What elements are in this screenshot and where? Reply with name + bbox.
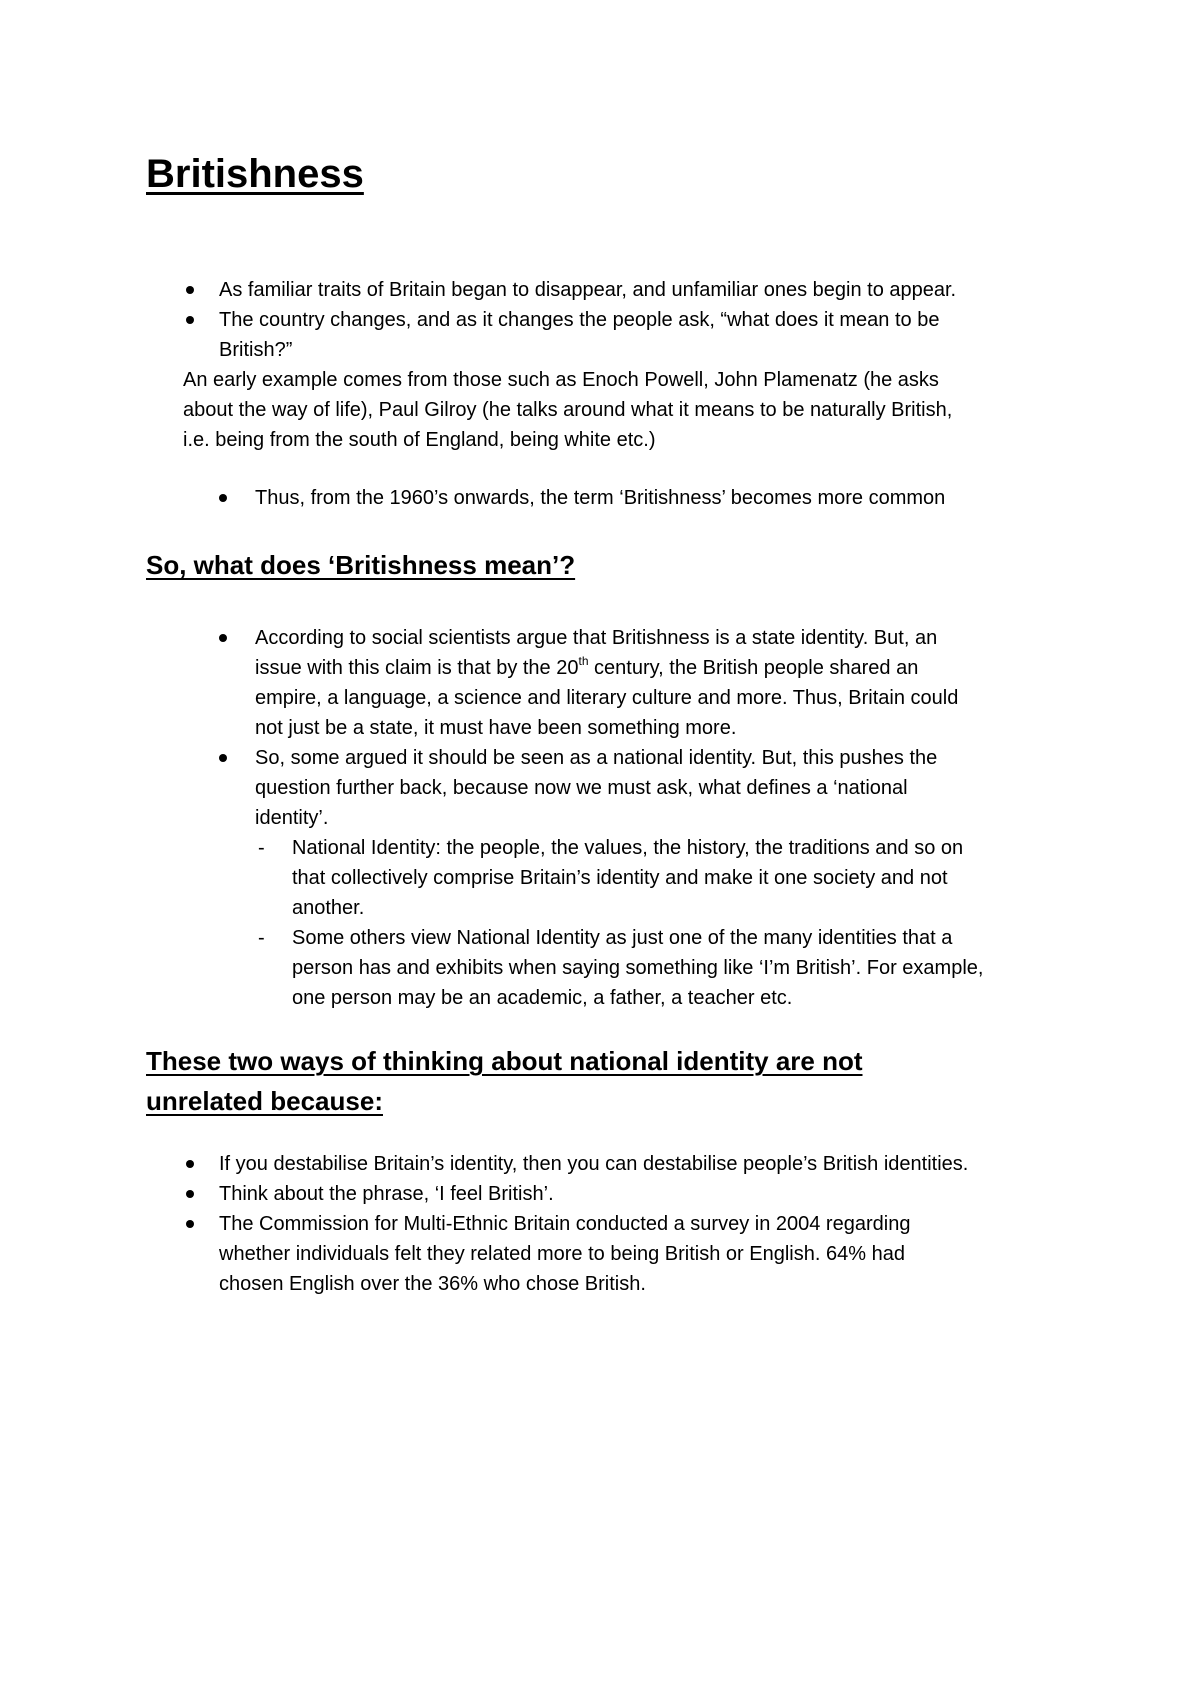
s2-dash-2-line-1: Some others view National Identity as just one of the many identities that a [292, 927, 953, 949]
dash-marker: - [258, 927, 265, 949]
s2-bullet-1-line-4: not just be a state, it must have been something more. [255, 717, 737, 739]
s2-bullet-1-line-2: issue with this claim is that by the 20th century, the British people shared an [255, 654, 919, 679]
s2-bullet-2-line-1: So, some argued it should be seen as a national identity. But, this pushes the [255, 747, 938, 769]
s3-bullet-3-line-3: chosen English over the 36% who chose British. [219, 1273, 646, 1295]
intro-bullet-1-line-1: As familiar traits of Britain began to disappear, and unfamiliar ones begin to appear. [219, 279, 957, 301]
s2-bullet-1-line-1: According to social scientists argue that Britishness is a state identity. But, an [255, 627, 938, 649]
bullet-dot [186, 1220, 194, 1228]
section-heading-ways-of-thinking-line-1: These two ways of thinking about national identity are not [146, 1046, 863, 1076]
intro-bullet-after: Thus, from the 1960’s onwards, the term ‘Britishness’ becomes more common [255, 487, 946, 509]
intro-bullet-2-line-2: British?” [219, 339, 293, 361]
s3-bullet-3-line-1: The Commission for Multi-Ethnic Britain conducted a survey in 2004 regarding [219, 1213, 911, 1235]
s2-bullet-2-line-2: question further back, because now we must ask, what defines a ‘national [255, 777, 908, 799]
superscript-th: th [578, 654, 589, 669]
bullet-dot [186, 1160, 194, 1168]
s3-bullet-2-line-1: Think about the phrase, ‘I feel British’. [219, 1183, 554, 1205]
section-heading-ways-of-thinking-line-2: unrelated because: [146, 1086, 383, 1116]
dash-marker: - [258, 837, 265, 859]
bullet-dot [186, 286, 194, 294]
bullet-dot [219, 634, 227, 642]
s3-bullet-3-line-2: whether individuals felt they related more to being British or English. 64% had [219, 1243, 905, 1265]
s2-dash-1-line-2: that collectively comprise Britain’s identity and make it one society and not [292, 867, 948, 889]
s3-bullet-1-line-1: If you destabilise Britain’s identity, then you can destabilise people’s British identities. [219, 1153, 969, 1175]
section-heading-britishness-meaning: So, what does ‘Britishness mean’? [146, 550, 576, 580]
intro-paragraph-line-2: about the way of life), Paul Gilroy (he talks around what it means to be naturally British, [183, 399, 953, 421]
s2-dash-1-line-3: another. [292, 897, 365, 919]
s2-dash-2-line-3: one person may be an academic, a father, a teacher etc. [292, 987, 793, 1009]
intro-paragraph-line-1: An early example comes from those such as Enoch Powell, John Plamenatz (he asks [183, 369, 939, 391]
s2-dash-1-line-1: National Identity: the people, the values, the history, the traditions and so on [292, 837, 964, 859]
s2-bullet-2-line-3: identity’. [255, 807, 329, 829]
page-title: Britishness [146, 152, 364, 196]
bullet-dot [186, 1190, 194, 1198]
bullet-dot [219, 754, 227, 762]
s2-bullet-1-line-3: empire, a language, a science and literary culture and more. Thus, Britain could [255, 687, 959, 709]
intro-bullet-2-line-1: The country changes, and as it changes the people ask, “what does it mean to be [219, 309, 940, 331]
bullet-dot [186, 316, 194, 324]
s2-dash-2-line-2: person has and exhibits when saying something like ‘I’m British’. For example, [292, 957, 984, 979]
bullet-dot [219, 494, 227, 502]
intro-paragraph-line-3: i.e. being from the south of England, being white etc.) [183, 429, 656, 451]
